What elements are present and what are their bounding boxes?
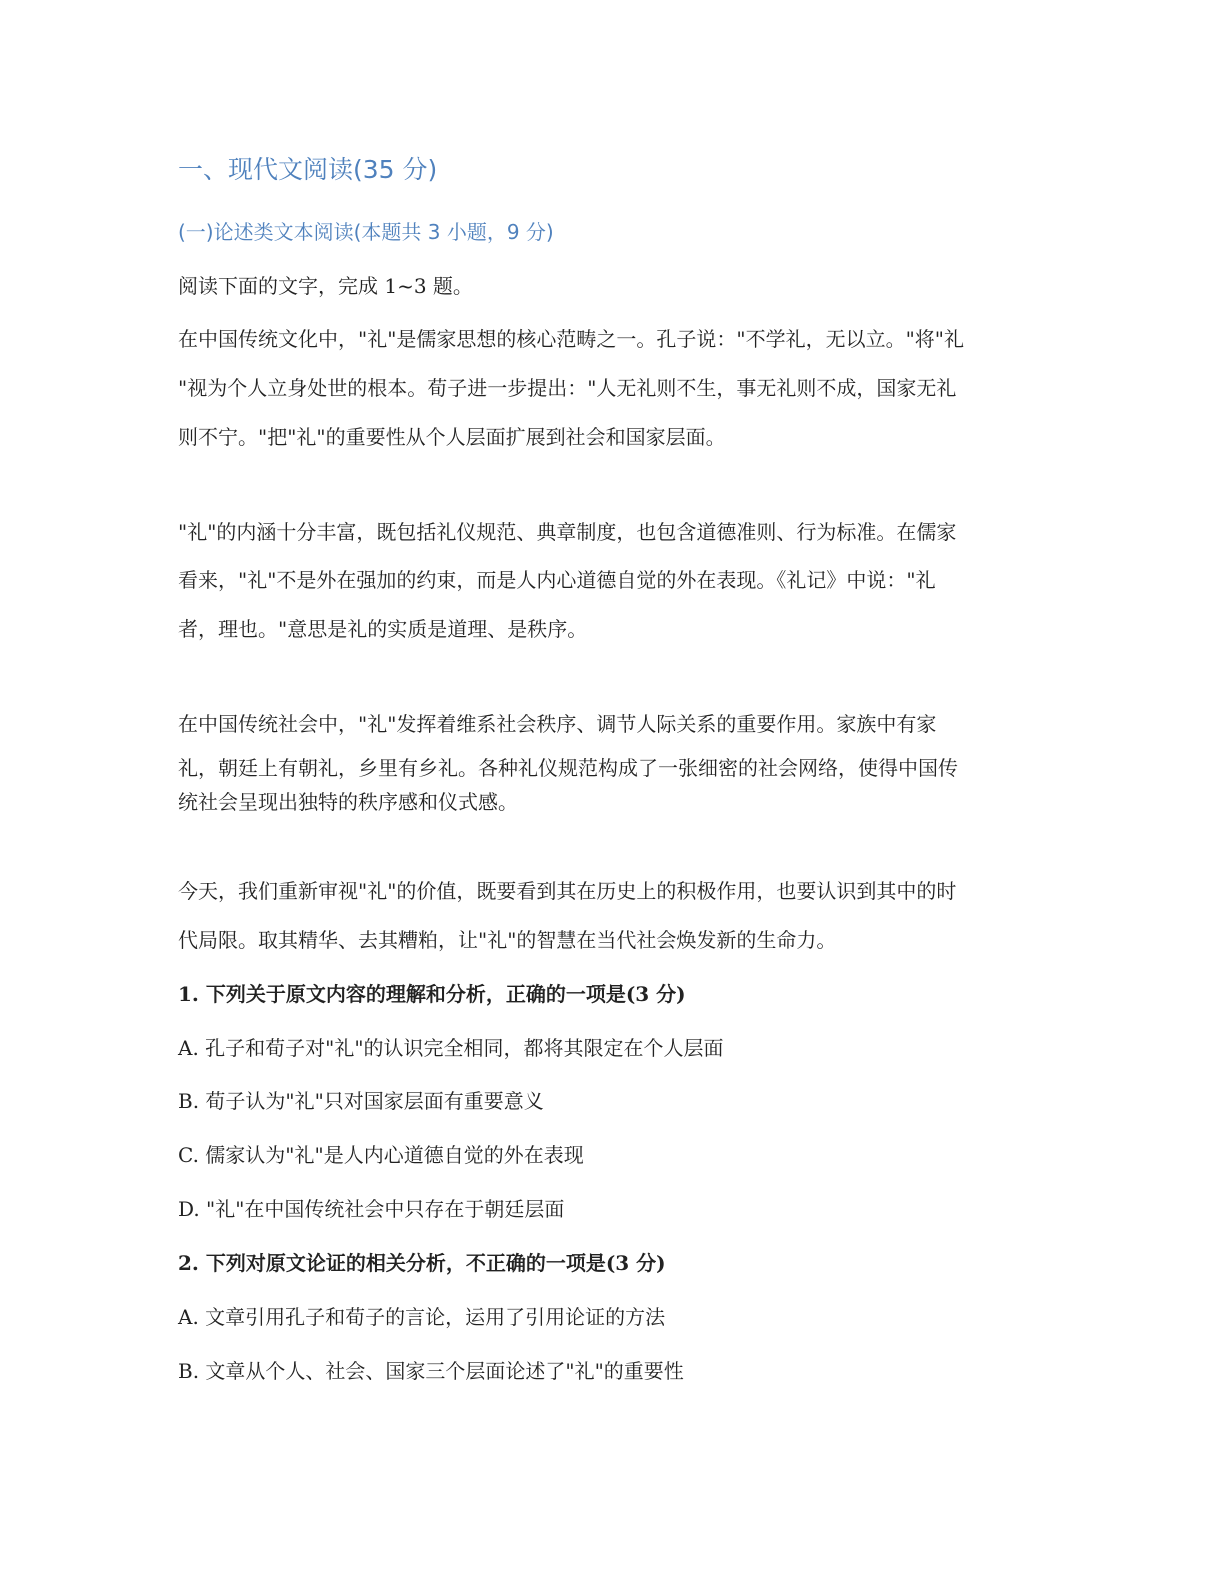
question-1-stem: 1. 下列关于原文内容的理解和分析，正确的一项是(3 分) (178, 982, 686, 1006)
question-2-option-b: B. 文章从个人、社会、国家三个层面论述了"礼"的重要性 (178, 1359, 684, 1383)
paragraph-2-line-2: 看来，"礼"不是外在强加的约束，而是人内心道德自觉的外在表现。《礼记》中说："礼 (178, 568, 936, 592)
question-1-option-c: C. 儒家认为"礼"是人内心道德自觉的外在表现 (178, 1143, 584, 1167)
paragraph-2-line-3: 者，理也。"意思是礼的实质是道理、是秩序。 (178, 617, 588, 641)
question-2-stem: 2. 下列对原文论证的相关分析，不正确的一项是(3 分) (178, 1251, 666, 1275)
section-title: 一、现代文阅读(35 分) (178, 155, 438, 184)
question-1-option-b: B. 荀子认为"礼"只对国家层面有重要意义 (178, 1089, 544, 1113)
paragraph-3-line-2: 礼，朝廷上有朝礼，乡里有乡礼。各种礼仪规范构成了一张细密的社会网络，使得中国传 (178, 756, 958, 780)
paragraph-1-line-3: 则不宁。"把"礼"的重要性从个人层面扩展到社会和国家层面。 (178, 425, 726, 449)
paragraph-2-line-1: "礼"的内涵十分丰富，既包括礼仪规范、典章制度，也包含道德准则、行为标准。在儒家 (178, 520, 957, 544)
paragraph-4-line-2: 代局限。取其精华、去其糟粕，让"礼"的智慧在当代社会焕发新的生命力。 (178, 928, 837, 952)
instruction-text: 阅读下面的文字，完成 1~3 题。 (178, 274, 473, 298)
paragraph-1-line-2: "视为个人立身处世的根本。荀子进一步提出："人无礼则不生，事无礼则不成，国家无礼 (178, 376, 957, 400)
paragraph-4-line-1: 今天，我们重新审视"礼"的价值，既要看到其在历史上的积极作用，也要认识到其中的时 (178, 879, 957, 903)
question-1-option-d: D. "礼"在中国传统社会中只存在于朝廷层面 (178, 1197, 565, 1221)
subsection-title: (一)论述类文本阅读(本题共 3 小题，9 分) (178, 220, 554, 244)
question-2-option-a: A. 文章引用孔子和荀子的言论，运用了引用论证的方法 (178, 1305, 666, 1329)
paragraph-3-line-1: 在中国传统社会中，"礼"发挥着维系社会秩序、调节人际关系的重要作用。家族中有家 (178, 712, 937, 736)
paragraph-3-line-3: 统社会呈现出独特的秩序感和仪式感。 (178, 790, 518, 814)
paragraph-1-line-1: 在中国传统文化中，"礼"是儒家思想的核心范畴之一。孔子说："不学礼，无以立。"将"礼 (178, 327, 964, 351)
question-1-option-a: A. 孔子和荀子对"礼"的认识完全相同，都将其限定在个人层面 (178, 1036, 724, 1060)
